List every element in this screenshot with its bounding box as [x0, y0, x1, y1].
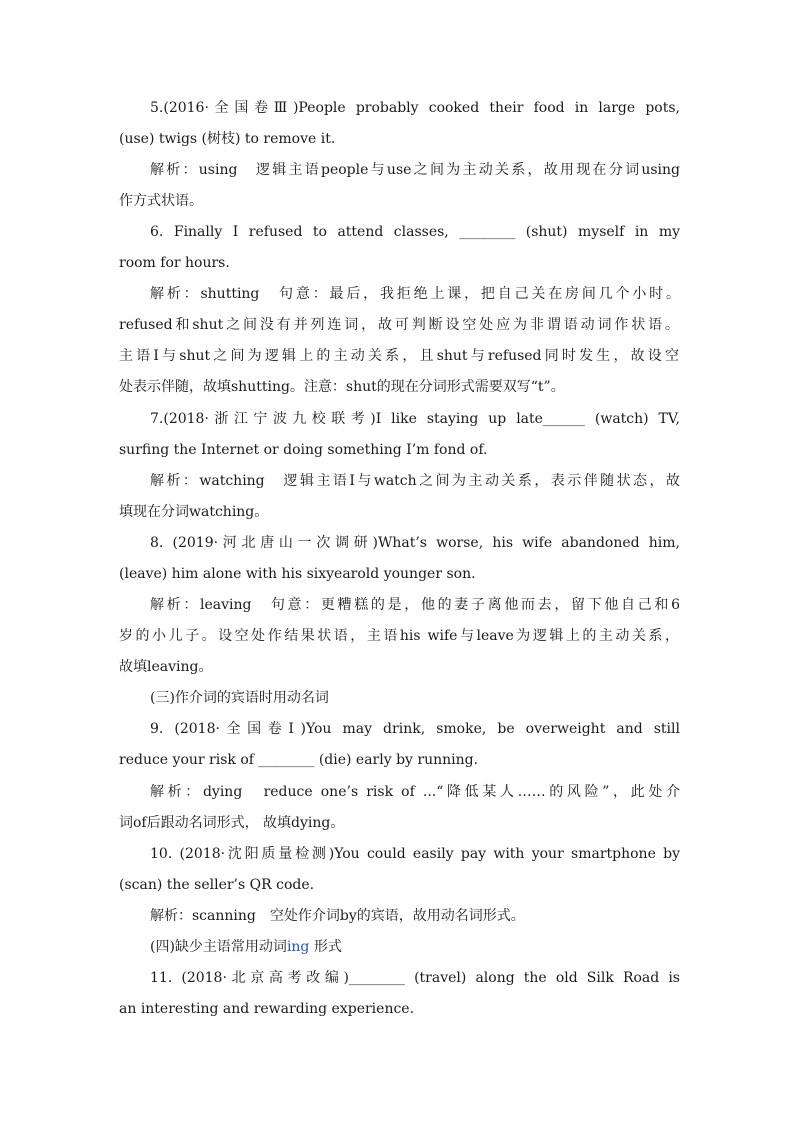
question-5-line-2: (use) twigs (树枝) to remove it.	[119, 131, 336, 147]
analysis-6-line-1: 解析：shutting 句意：最后，我拒绝上课，把自己关在房间几个小时。	[150, 286, 680, 302]
analysis-9-line-1: 解析：dying reduce one’s risk of ...“降低某人……的风险”，此处介	[150, 784, 680, 800]
question-7-line-2: surfing the Internet or doing something I’m fond of.	[119, 442, 488, 458]
question-7-line-1: 7.(2018·浙江宁波九校联考)I like staying up late______ (watch) TV,	[150, 411, 680, 427]
question-8-line-1: 8. (2019·河北唐山一次调研)What’s worse, his wife abandoned him,	[150, 535, 680, 551]
analysis-5-line-1: 解析：using 逻辑主语people与use之间为主动关系，故用现在分词using	[150, 162, 680, 178]
analysis-7-line-1: 解析：watching 逻辑主语I与watch之间为主动关系，表示伴随状态，故	[150, 473, 680, 489]
question-9-line-1: 9. (2018·全国卷Ⅰ)You may drink, smoke, be overweight and still	[150, 721, 680, 737]
analysis-8-line-2: 岁的小儿子。设空处作结果状语，主语his wife与leave为逻辑上的主动关系，	[119, 628, 679, 644]
section-heading-4	[150, 937, 680, 957]
section-heading-4-text: (四)缺少主语常用动词	[150, 939, 287, 955]
analysis-6-line-4: 处表示伴随，故填shutting。注意：shut的现在分词形式需要双写“t”。	[119, 379, 565, 395]
analysis-8-line-1: 解析：leaving 句意：更糟糕的是，他的妻子离他而去，留下他自己和6	[150, 597, 680, 613]
analysis-10-line-1: 解析：scanning 空处作介词by的宾语，故用动名词形式。	[150, 908, 525, 924]
question-9-line-2: reduce your risk of ________ (die) early by running.	[119, 752, 479, 768]
question-11-line-2: an interesting and rewarding experience.	[119, 1001, 415, 1017]
question-8-line-2: (leave) him alone with his sixyearold younger son.	[119, 566, 476, 582]
question-10-line-2: (scan) the seller’s QR code.	[119, 877, 315, 893]
question-10-line-1: 10. (2018·沈阳质量检测)You could easily pay with your smartphone by	[150, 846, 680, 862]
analysis-5-line-2: 作方式状语。	[119, 193, 203, 209]
analysis-6-line-3: 主语I与shut之间为逻辑上的主动关系，且shut与refused同时发生，故设空	[119, 348, 679, 364]
question-5-line-1: 5.(2016·全国卷Ⅲ)People probably cooked their food in large pots,	[150, 100, 680, 116]
analysis-7-line-2: 填现在分词watching。	[119, 504, 269, 520]
question-6-line-1: 6. Finally I refused to attend classes, ________ (shut) myself in my	[150, 224, 680, 240]
section-heading-3: (三)作介词的宾语时用动名词	[150, 690, 329, 706]
section-heading-4-tail: 形式	[309, 939, 342, 955]
analysis-6-line-2: refused和shut之间没有并列连词，故可判断设空处应为非谓语动词作状语。	[119, 317, 679, 333]
question-11-line-1: 11. (2018·北京高考改编)________ (travel) along the old Silk Road is	[150, 970, 680, 986]
highlighted-suffix: ing	[286, 939, 310, 955]
analysis-9-line-2: 词of后跟动名词形式， 故填dying。	[119, 815, 345, 831]
question-6-line-2: room for hours.	[119, 255, 230, 271]
analysis-8-line-3: 故填leaving。	[119, 659, 213, 675]
